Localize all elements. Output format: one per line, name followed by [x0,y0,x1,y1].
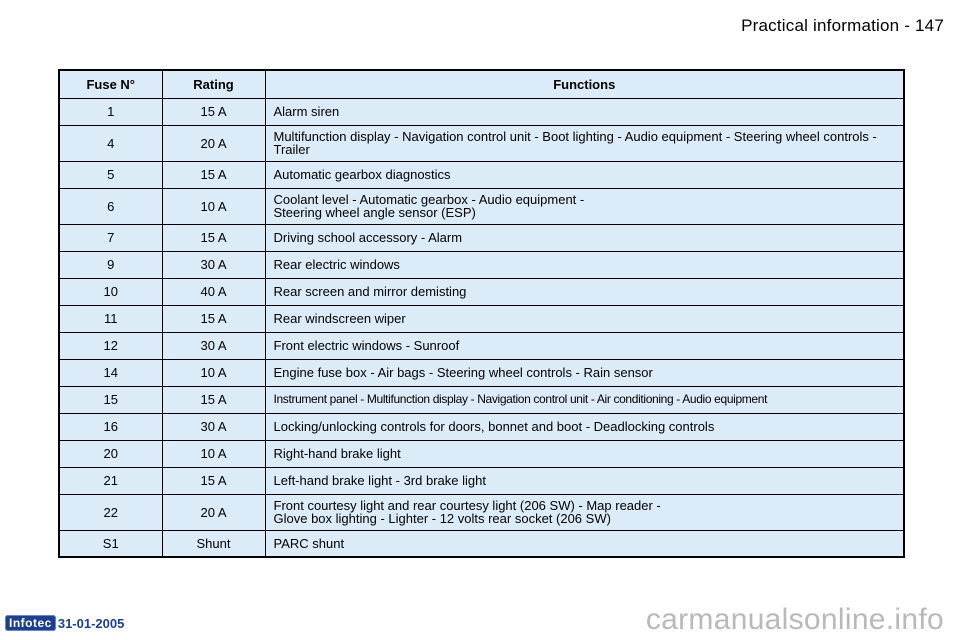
fuse-number: S1 [59,530,162,557]
fuse-rating: 20 A [162,494,265,530]
fuse-functions: Locking/unlocking controls for doors, bonnet and boot - Deadlocking controls [265,413,904,440]
column-header-fuse: Fuse N° [59,70,162,98]
page-header: Practical information - 147 [741,16,944,35]
table-row [59,413,904,440]
fuse-functions: Engine fuse box - Air bags - Steering wheel controls - Rain sensor [265,359,904,386]
table-row [59,98,904,125]
fuse-functions: Right-hand brake light [265,440,904,467]
fuse-number: 11 [59,305,162,332]
fuse-rating: 15 A [162,98,265,125]
fuse-number: 21 [59,467,162,494]
fuse-rating: 15 A [162,305,265,332]
fuse-table [58,69,905,558]
table-row [59,125,904,161]
fuse-functions: Front electric windows - Sunroof [265,332,904,359]
fuse-functions: Instrument panel - Multifunction display - Navigation control unit - Air conditioning - Audio equipment [265,386,904,413]
fuse-functions: Rear windscreen wiper [265,305,904,332]
fuse-number: 10 [59,278,162,305]
fuse-number: 20 [59,440,162,467]
fuse-rating: 10 A [162,359,265,386]
fuse-number: 16 [59,413,162,440]
fuse-functions: Alarm siren [265,98,904,125]
fuse-number: 14 [59,359,162,386]
table-header-row [59,70,904,98]
fuse-rating: 40 A [162,278,265,305]
table-row [59,359,904,386]
table-row [59,161,904,188]
table-row [59,386,904,413]
fuse-rating: 15 A [162,161,265,188]
fuse-number: 22 [59,494,162,530]
fuse-rating: 30 A [162,251,265,278]
fuse-rating: 30 A [162,413,265,440]
fuse-rating: 20 A [162,125,265,161]
fuse-rating: 15 A [162,467,265,494]
fuse-functions: Driving school accessory - Alarm [265,224,904,251]
fuse-rating: 15 A [162,224,265,251]
fuse-number: 12 [59,332,162,359]
fuse-number: 9 [59,251,162,278]
table-row [59,530,904,557]
fuse-functions: Rear screen and mirror demisting [265,278,904,305]
table-row [59,278,904,305]
fuse-rating: 15 A [162,386,265,413]
fuse-number: 7 [59,224,162,251]
column-header-functions: Functions [265,70,904,98]
table-row [59,332,904,359]
table-row [59,224,904,251]
table-row [59,440,904,467]
fuse-rating: Shunt [162,530,265,557]
fuse-functions: Rear electric windows [265,251,904,278]
fuse-number: 5 [59,161,162,188]
footer-badge [5,615,124,631]
fuse-number: 4 [59,125,162,161]
table-row [59,467,904,494]
table-row [59,188,904,224]
fuse-functions: Coolant level - Automatic gearbox - Audio equipment - Steering wheel angle sensor (ESP) [265,188,904,224]
fuse-functions: Front courtesy light and rear courtesy light (206 SW) - Map reader - Glove box lighting - Lighter - 12 volts rear socket (206 SW) [265,494,904,530]
fuse-functions: PARC shunt [265,530,904,557]
infotec-logo: Infotec [5,615,56,631]
fuse-rating: 30 A [162,332,265,359]
table-row [59,494,904,530]
table-row [59,251,904,278]
fuse-number: 15 [59,386,162,413]
fuse-number: 6 [59,188,162,224]
table-row [59,305,904,332]
fuse-rating: 10 A [162,188,265,224]
fuse-rating: 10 A [162,440,265,467]
fuse-number: 1 [59,98,162,125]
watermark: carmanualsonline.info [645,603,944,636]
fuse-functions: Multifunction display - Navigation control unit - Boot lighting - Audio equipment - Steering wheel controls - Trailer [265,125,904,161]
fuse-functions: Left-hand brake light - 3rd brake light [265,467,904,494]
fuse-functions: Automatic gearbox diagnostics [265,161,904,188]
footer-date: 31-01-2005 [57,615,125,631]
column-header-rating: Rating [162,70,265,98]
